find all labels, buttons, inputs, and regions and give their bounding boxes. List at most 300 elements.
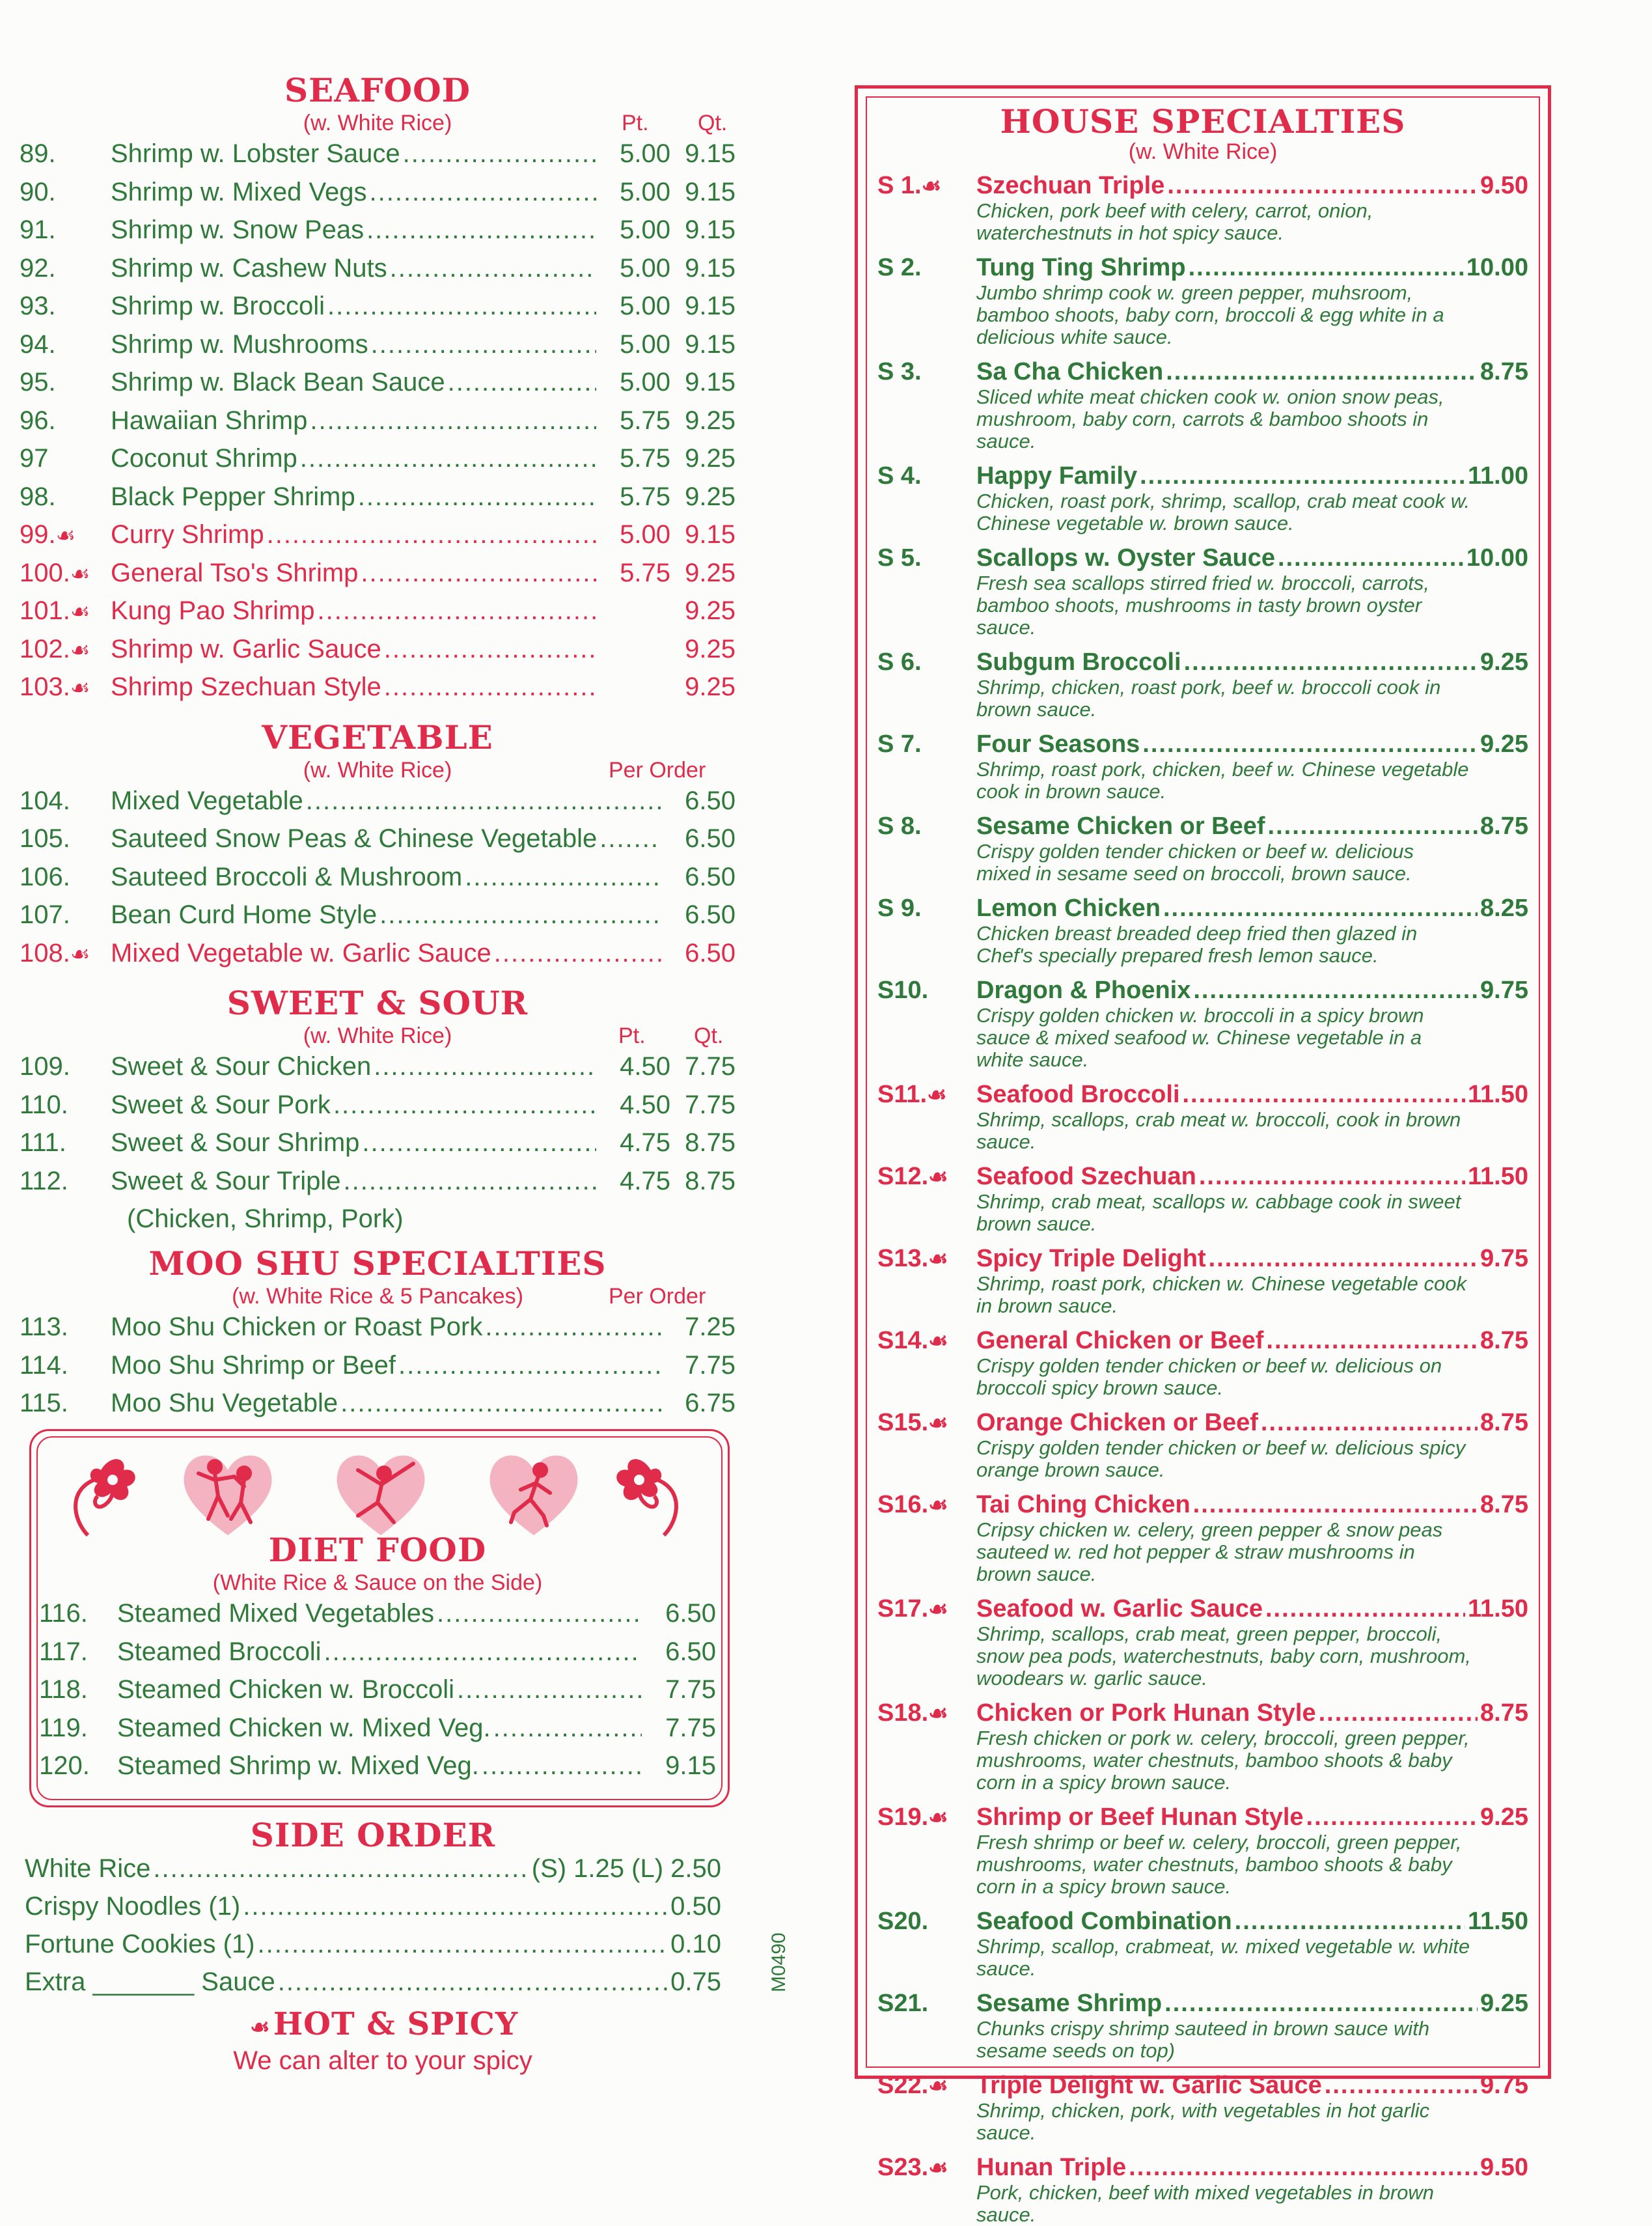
item-code: S23.☙	[877, 2154, 976, 2182]
leader-dots	[1265, 1595, 1465, 1623]
price: 9.25	[1480, 1990, 1528, 2017]
leader-dots	[1199, 1163, 1465, 1191]
price: 9.75	[1480, 2072, 1528, 2099]
seafood-item	[20, 139, 736, 178]
item-number: 113.	[20, 1313, 68, 1341]
price-quart: 9.15	[685, 368, 736, 397]
item-code: S 9.	[877, 895, 922, 922]
pepper-icon: ☙	[928, 1329, 948, 1354]
price-quart: 9.15	[685, 253, 736, 283]
leader-dots	[1261, 1409, 1478, 1437]
item-description: Shrimp, roast pork, chicken w. Chinese vegetable cook in brown sauce.	[976, 1272, 1466, 1317]
item-line	[877, 462, 1528, 490]
house-specialty-item	[877, 1409, 1528, 1481]
item-name: Sa Cha Chicken	[976, 358, 1164, 385]
item-code: S 6.	[877, 648, 922, 676]
leader-dots	[257, 1930, 668, 1959]
leader-dots	[1164, 1990, 1478, 2018]
leader-dots	[379, 900, 661, 930]
item-line	[877, 1908, 1528, 1936]
left-column	[20, 72, 736, 1427]
house-specialties-header	[858, 103, 1548, 165]
vegetable-item	[20, 863, 736, 901]
item-code: S13.☙	[877, 1245, 976, 1273]
item-name: General Chicken or Beef	[976, 1327, 1264, 1354]
house-specialty-item	[877, 1699, 1528, 1794]
moo-shu-subhead	[20, 1283, 736, 1313]
item-code: S10.	[877, 977, 929, 1004]
price-quart: 9.25	[685, 634, 736, 663]
item-name: Four Seasons	[976, 730, 1140, 758]
house-specialty-item	[877, 1908, 1528, 1980]
house-specialty-item	[877, 648, 1528, 721]
pepper-icon: ☙	[70, 637, 90, 663]
item-code: S 8.	[877, 813, 922, 840]
price: 8.75	[1480, 1409, 1528, 1436]
price-pint: 5.00	[620, 177, 670, 206]
flower-ornament-right-icon	[599, 1444, 690, 1542]
item-code: S 5.	[877, 544, 922, 572]
vegetable-item	[20, 824, 736, 863]
item-line	[877, 358, 1528, 386]
item-description: Jumbo shrimp cook w. green pepper, muhsroom, bamboo shoots, baby corn, broccoli & egg white in a delicious white sauce.	[976, 281, 1444, 348]
item-description: Shrimp, crab meat, scallops w. cabbage cook in sweet brown sauce.	[976, 1190, 1461, 1235]
item-description: Crispy golden chicken w. broccoli in a spicy brown sauce & mixed seafood w. Chinese vegetable in a white sauce.	[976, 1004, 1424, 1071]
vegetable-item	[20, 786, 736, 825]
item-name: Extra _______ Sauce	[25, 1968, 275, 1996]
house-specialties-box	[855, 85, 1551, 2226]
side-order-item	[25, 1854, 721, 1892]
item-number: 107.	[20, 900, 70, 929]
price-quart: 9.15	[685, 292, 736, 320]
item-name: Lemon Chicken	[976, 895, 1161, 922]
item-name: Bean Curd Home Style	[111, 900, 378, 929]
price-quart: 9.25	[685, 558, 736, 587]
diet-food-heading: DIET FOOD	[268, 1531, 487, 1569]
item-number: 94.	[20, 329, 56, 359]
price: 6.50	[665, 1637, 716, 1666]
item-code: S 7.	[877, 730, 922, 758]
item-code: S15.☙	[877, 1409, 976, 1437]
item-code: S22.☙	[877, 2072, 976, 2100]
house-specialty-item	[877, 1163, 1528, 1235]
item-name: Shrimp w. Snow Peas	[111, 216, 365, 244]
item-name: Dragon & Phoenix	[976, 977, 1191, 1004]
moo-shu-col-per-order: Per Order	[609, 1284, 706, 1309]
price: 9.25	[1480, 730, 1528, 758]
hot-spicy-section	[25, 2005, 741, 2076]
hot-spicy-title: HOT & SPICY	[273, 2006, 519, 2042]
item-number: 95.	[20, 368, 56, 397]
item-name: Orange Chicken or Beef	[976, 1409, 1258, 1436]
leader-dots	[398, 1351, 661, 1380]
house-specialty-item	[877, 2154, 1528, 2226]
seafood-item	[20, 482, 736, 521]
pepper-icon: ☙	[70, 561, 90, 587]
item-code: S 4.	[877, 462, 922, 490]
leader-dots	[1278, 544, 1464, 572]
seafood-item	[20, 254, 736, 292]
item-number: 115.	[20, 1389, 68, 1417]
leader-dots	[1306, 1803, 1478, 1831]
item-line	[877, 1595, 1528, 1623]
sweet-sour-item	[20, 1052, 736, 1091]
vegetable-item	[20, 900, 736, 939]
item-description: Pork, chicken, beef with mixed vegetables in brown sauce.	[976, 2181, 1435, 2226]
item-name: Sweet & Sour Triple	[111, 1166, 341, 1195]
item-name: Sweet & Sour Chicken	[111, 1052, 372, 1081]
item-number: 105.	[20, 824, 70, 853]
item-number: 109.	[20, 1052, 70, 1081]
item-line	[877, 2154, 1528, 2182]
leader-dots	[1209, 1245, 1478, 1273]
leader-dots	[1319, 1699, 1478, 1727]
item-line	[877, 977, 1528, 1005]
item-name: Triple Delight w. Garlic Sauce	[976, 2072, 1322, 2099]
seafood-item	[20, 444, 736, 482]
price-pint: 5.00	[620, 329, 670, 359]
leader-dots	[1193, 977, 1478, 1005]
item-name: Shrimp w. Black Bean Sauce	[111, 368, 445, 397]
price-pint: 5.75	[620, 558, 670, 587]
item-name: Shrimp w. Broccoli	[111, 292, 325, 320]
leader-dots	[448, 368, 596, 397]
sweet-sour-col-qt: Qt.	[694, 1023, 724, 1048]
side-order-heading: SIDE ORDER	[250, 1816, 496, 1854]
diet-food-subhead	[39, 1569, 716, 1599]
price: 9.25	[1480, 1803, 1528, 1831]
vegetable-note: (w. White Rice)	[303, 757, 452, 783]
leader-dots	[465, 863, 661, 892]
pepper-icon: ☙	[927, 1083, 947, 1107]
leader-dots	[457, 1675, 642, 1704]
item-description: Fresh shrimp or beef w. celery, broccoli, green pepper, mushrooms, water chestnuts, bamboo shoots & baby corn in a spicy brown sauce.	[976, 1831, 1462, 1898]
item-name: Shrimp w. Cashew Nuts	[111, 253, 387, 283]
price: 11.50	[1468, 1081, 1528, 1108]
pepper-icon: ☙	[70, 676, 90, 701]
seafood-item	[20, 216, 736, 254]
vegetable-heading: VEGETABLE	[262, 717, 493, 757]
leader-dots	[361, 559, 596, 588]
leader-dots	[1189, 254, 1464, 282]
price-pint: 5.75	[620, 406, 670, 435]
price: 8.25	[1480, 895, 1528, 922]
price: 0.50	[670, 1892, 721, 1921]
house-specialties-note: (w. White Rice)	[1128, 139, 1278, 164]
price: 8.75	[1480, 358, 1528, 385]
house-specialty-item	[877, 1990, 1528, 2062]
leader-dots	[370, 178, 597, 207]
item-name: Curry Shrimp	[111, 520, 264, 549]
house-specialty-item	[877, 1803, 1528, 1898]
price-quart: 9.25	[685, 673, 736, 701]
price-quart: 7.75	[685, 1090, 736, 1119]
item-line	[877, 1699, 1528, 1727]
item-name: Seafood Broccoli	[976, 1081, 1180, 1108]
sweet-sour-col-pt: Pt.	[618, 1023, 646, 1048]
item-name: Sweet & Sour Pork	[111, 1090, 331, 1119]
item-number: 118.	[39, 1675, 88, 1704]
pepper-icon: ☙	[928, 1493, 948, 1518]
price: 8.75	[1480, 813, 1528, 840]
item-number: 99.☙	[20, 520, 111, 550]
price-pint: 5.00	[620, 292, 670, 320]
item-number: 96.	[20, 406, 56, 435]
item-line	[877, 1409, 1528, 1437]
item-name: Steamed Shrimp w. Mixed Veg.	[117, 1751, 479, 1780]
item-line	[877, 1990, 1528, 2018]
hot-spicy-heading	[25, 2005, 741, 2046]
item-description: Chunks crispy shrimp sauteed in brown sauce with sesame seeds on top)	[976, 2017, 1430, 2062]
item-line	[877, 648, 1528, 676]
item-name: Seafood w. Garlic Sauce	[976, 1595, 1263, 1622]
vegetable-list	[20, 786, 736, 977]
form-code: M0490	[768, 1932, 790, 1992]
price: 0.75	[670, 1968, 721, 1996]
price: 8.75	[1480, 1491, 1528, 1518]
moo-shu-item	[20, 1351, 736, 1389]
seafood-item	[20, 178, 736, 216]
house-specialties-heading: HOUSE SPECIALTIES	[1000, 102, 1406, 141]
seafood-item	[20, 673, 736, 711]
item-number: 104.	[20, 786, 70, 815]
item-number: 108.☙	[20, 939, 111, 968]
item-number: 91.	[20, 216, 56, 244]
pepper-icon: ☙	[921, 174, 942, 199]
item-number: 119.	[39, 1713, 88, 1742]
item-code: S17.☙	[877, 1595, 976, 1623]
house-specialty-item	[877, 462, 1528, 535]
price-quart: 9.15	[685, 216, 736, 244]
item-name: Kung Pao Shrimp	[111, 596, 315, 625]
side-order-item	[25, 1892, 721, 1930]
item-name: Sauteed Broccoli & Mushroom	[111, 862, 463, 891]
item-name: Coconut Shrimp	[111, 444, 297, 473]
item-description: Shrimp, chicken, roast pork, beef w. broccoli cook in brown sauce.	[976, 676, 1441, 721]
house-specialty-item	[877, 895, 1528, 967]
price-quart: 8.75	[685, 1166, 736, 1195]
flower-ornament-left-icon	[62, 1444, 153, 1542]
leader-dots	[390, 254, 596, 283]
item-name: Hunan Triple	[976, 2154, 1127, 2181]
house-specialty-item	[877, 1491, 1528, 1585]
price-pint: 5.75	[620, 444, 670, 473]
item-line	[877, 813, 1528, 841]
leader-dots	[1129, 2154, 1478, 2182]
leader-dots	[1268, 813, 1478, 841]
item-line	[877, 730, 1528, 758]
leader-dots	[1235, 1908, 1465, 1936]
item-number: 102.☙	[20, 635, 111, 664]
leader-dots	[243, 1892, 668, 1921]
leader-dots	[1183, 1081, 1466, 1109]
item-number: 111.	[20, 1128, 66, 1157]
price: 7.75	[665, 1675, 716, 1704]
price-pint: 5.00	[620, 368, 670, 397]
item-code: S19.☙	[877, 1803, 976, 1831]
house-specialty-item	[877, 1327, 1528, 1399]
seafood-item	[20, 406, 736, 445]
leader-dots	[278, 1968, 668, 1997]
item-name: Shrimp or Beef Hunan Style	[976, 1803, 1304, 1831]
price: 6.75	[685, 1389, 736, 1417]
seafood-item	[20, 559, 736, 597]
price: 10.00	[1466, 544, 1528, 572]
price: 11.50	[1468, 1163, 1528, 1190]
seafood-list	[20, 139, 736, 711]
item-number: 110.	[20, 1090, 68, 1119]
item-description: Shrimp, roast pork, chicken, beef w. Chinese vegetable cook in brown sauce.	[976, 758, 1469, 803]
house-specialty-item	[877, 813, 1528, 885]
item-line	[877, 1803, 1528, 1831]
sweet-sour-item	[20, 1167, 736, 1205]
hot-spicy-note: We can alter to your spicy	[233, 2046, 532, 2075]
item-number: 106.	[20, 862, 70, 891]
item-code: S 3.	[877, 358, 922, 385]
leader-dots	[344, 1167, 597, 1196]
house-specialty-item	[877, 172, 1528, 244]
item-name: Fortune Cookies (1)	[25, 1930, 255, 1958]
sweet-sour-subhead	[20, 1022, 736, 1052]
item-description: Cripsy chicken w. celery, green pepper & snow peas sauteed w. red hot pepper & straw mushrooms in brown sauce.	[976, 1518, 1443, 1585]
house-specialty-item	[877, 2072, 1528, 2144]
seafood-note: (w. White Rice)	[303, 111, 452, 135]
item-name: Black Pepper Shrimp	[111, 482, 355, 511]
price: 7.75	[685, 1350, 736, 1380]
leader-dots	[485, 1313, 661, 1342]
item-name: Shrimp w. Mixed Vegs	[111, 177, 367, 206]
vegetable-item	[20, 939, 736, 977]
exercise-heart-icon	[485, 1444, 583, 1542]
leader-dots	[1142, 730, 1478, 758]
item-line	[877, 2072, 1528, 2100]
price: 9.25	[1480, 648, 1528, 676]
seafood-item	[20, 596, 736, 635]
item-number: 112.	[20, 1166, 68, 1195]
price-pint: 4.50	[620, 1052, 670, 1081]
item-line	[877, 1163, 1528, 1191]
price: 0.10	[670, 1930, 721, 1958]
price-quart: 9.25	[685, 406, 736, 435]
leader-dots	[327, 292, 596, 321]
diet-item	[39, 1714, 716, 1752]
pepper-icon: ☙	[928, 2074, 948, 2098]
item-name: Steamed Mixed Vegetables	[117, 1599, 434, 1628]
pepper-icon: ☙	[928, 1247, 948, 1272]
leader-dots	[493, 1714, 642, 1743]
item-name: Szechuan Triple	[976, 172, 1165, 199]
price: 8.75	[1480, 1699, 1528, 1727]
item-name: Steamed Broccoli	[117, 1637, 322, 1666]
moo-shu-list	[20, 1313, 736, 1427]
item-name: Shrimp Szechuan Style	[111, 673, 381, 701]
item-name: Sweet & Sour Shrimp	[111, 1128, 360, 1157]
diet-item	[39, 1599, 716, 1637]
item-name: Moo Shu Shrimp or Beef	[111, 1350, 396, 1380]
sweet-sour-note: (w. White Rice)	[303, 1023, 452, 1048]
seafood-subhead	[20, 109, 736, 139]
price-quart: 9.15	[685, 329, 736, 359]
price: 9.15	[665, 1751, 716, 1780]
seafood-item	[20, 635, 736, 673]
item-description: Fresh sea scallops stirred fried w. broccoli, carrots, bamboo shoots, mushrooms in tasty brown oyster sauce.	[976, 572, 1430, 639]
sweet-sour-extra: (Chicken, Shrimp, Pork)	[127, 1204, 404, 1233]
diet-item	[39, 1675, 716, 1714]
price: 8.75	[1480, 1327, 1528, 1354]
pepper-icon: ☙	[928, 1805, 948, 1830]
house-specialty-item	[877, 730, 1528, 803]
leader-dots	[358, 482, 596, 512]
leader-dots	[362, 1128, 596, 1158]
price-pint: 5.75	[620, 482, 670, 511]
house-specialty-item	[877, 254, 1528, 348]
price-pint: 5.00	[620, 216, 670, 244]
leader-dots	[482, 1751, 642, 1781]
price-quart: 9.25	[685, 444, 736, 473]
item-description: Shrimp, scallop, crabmeat, w. mixed vegetable w. white sauce.	[976, 1935, 1470, 1980]
price: 7.25	[685, 1313, 736, 1341]
vegetable-col-per-order: Per Order	[609, 757, 706, 783]
leader-dots	[384, 673, 596, 702]
item-description: Chicken, pork beef with celery, carrot, onion, waterchestnuts in hot spicy sauce.	[976, 199, 1373, 244]
item-description: Crispy golden tender chicken or beef w. delicious spicy orange brown sauce.	[976, 1436, 1466, 1481]
house-specialty-item	[877, 358, 1528, 452]
leader-dots	[1266, 1327, 1478, 1355]
pepper-icon: ☙	[250, 2014, 271, 2040]
seafood-item	[20, 292, 736, 330]
seafood-item	[20, 520, 736, 559]
item-number: 97	[20, 444, 49, 473]
moo-shu-note: (w. White Rice & 5 Pancakes)	[232, 1284, 523, 1309]
item-name: Shrimp w. Lobster Sauce	[111, 139, 400, 168]
moo-shu-item	[20, 1313, 736, 1351]
item-number: 117.	[39, 1637, 88, 1666]
pepper-icon: ☙	[928, 1597, 948, 1622]
item-line	[877, 172, 1528, 200]
item-name: Sesame Shrimp	[976, 1990, 1163, 2017]
item-name: Seafood Combination	[976, 1908, 1232, 1935]
item-line	[877, 1245, 1528, 1273]
seafood-item	[20, 368, 736, 406]
house-specialty-item	[877, 977, 1528, 1071]
item-name: Hawaiian Shrimp	[111, 406, 308, 435]
diet-food-note: (White Rice & Sauce on the Side)	[212, 1570, 543, 1595]
item-name: Happy Family	[976, 462, 1138, 490]
pepper-icon: ☙	[928, 1411, 948, 1436]
house-specialty-item	[877, 1595, 1528, 1690]
price-pint: 5.00	[620, 253, 670, 283]
item-number: 90.	[20, 177, 56, 206]
leader-dots	[1163, 895, 1478, 923]
house-specialty-item	[877, 1081, 1528, 1153]
item-name: Spicy Triple Delight	[976, 1245, 1206, 1272]
item-description: Chicken, roast pork, shrimp, scallop, crab meat cook w. Chinese vegetable w. brown sauce.	[976, 490, 1470, 535]
item-name: Mixed Vegetable	[111, 786, 303, 815]
leader-dots	[267, 520, 596, 550]
price: 6.50	[685, 786, 736, 815]
item-line	[877, 544, 1528, 572]
price: 7.75	[665, 1713, 716, 1742]
item-name: Shrimp w. Garlic Sauce	[111, 634, 381, 663]
item-description: Shrimp, scallops, crab meat, green pepper, broccoli, snow pea pods, waterchestnuts, baby corn, mushroom, woodears w. garlic sauce.	[976, 1622, 1471, 1690]
house-specialty-item	[877, 544, 1528, 639]
price-pint: 4.75	[620, 1166, 670, 1195]
item-name: General Tso's Shrimp	[111, 558, 359, 587]
leader-dots	[366, 216, 596, 245]
seafood-col-qt: Qt.	[698, 111, 728, 135]
leader-dots	[340, 1389, 661, 1418]
leader-dots	[384, 635, 596, 664]
